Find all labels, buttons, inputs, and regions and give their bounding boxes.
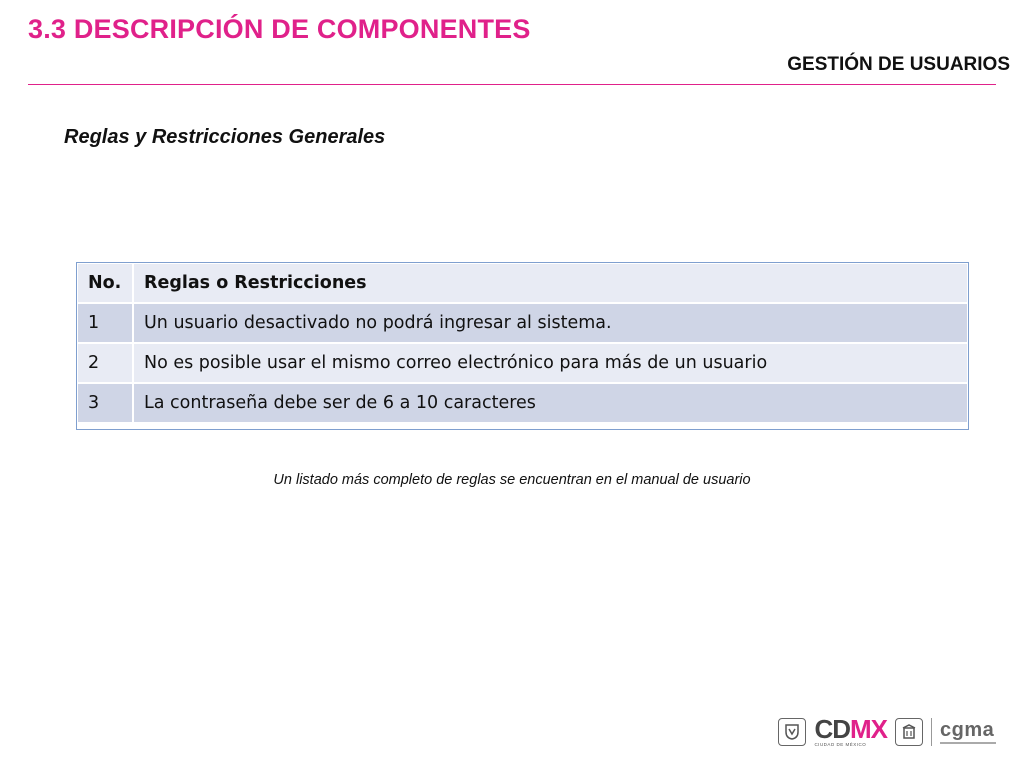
row-number: 1 [77,303,133,343]
cgma-logo [940,720,996,744]
row-rule: La contraseña debe ser de 6 a 10 caracteres [133,383,968,423]
rules-table [76,262,969,424]
cgma-underline [940,742,996,744]
cdmx-logo-cd: CD [814,714,850,745]
row-rule: Un usuario desactivado no podrá ingresar al sistema. [133,303,968,343]
table-row [77,343,968,383]
table-row [77,303,968,343]
logo-separator [931,718,932,746]
city-shield-icon [778,718,806,746]
cdmx-logo-mx: MX [850,714,887,745]
table-header-row [77,263,968,303]
section-heading: Reglas y Restricciones Generales [64,126,386,148]
row-number: 2 [77,343,133,383]
header-divider [28,84,996,85]
table-row [77,383,968,423]
row-rule: No es posible usar el mismo correo electrónico para más de un usuario [133,343,968,383]
footnote: Un listado más completo de reglas se encuentran en el manual de usuario [273,472,751,488]
cdmx-caption: CIUDAD DE MÉXICO [814,742,867,748]
page-subtitle: GESTIÓN DE USUARIOS [787,54,1010,75]
row-number: 3 [77,383,133,423]
building-icon [895,718,923,746]
cdmx-logo [814,716,887,748]
column-header-no: No. [77,263,133,303]
column-header-rule: Reglas o Restricciones [133,263,968,303]
footer-logos [778,714,996,750]
cgma-logo-text: cgma [940,719,995,741]
page-title: 3.3 DESCRIPCIÓN DE COMPONENTES [28,14,531,44]
